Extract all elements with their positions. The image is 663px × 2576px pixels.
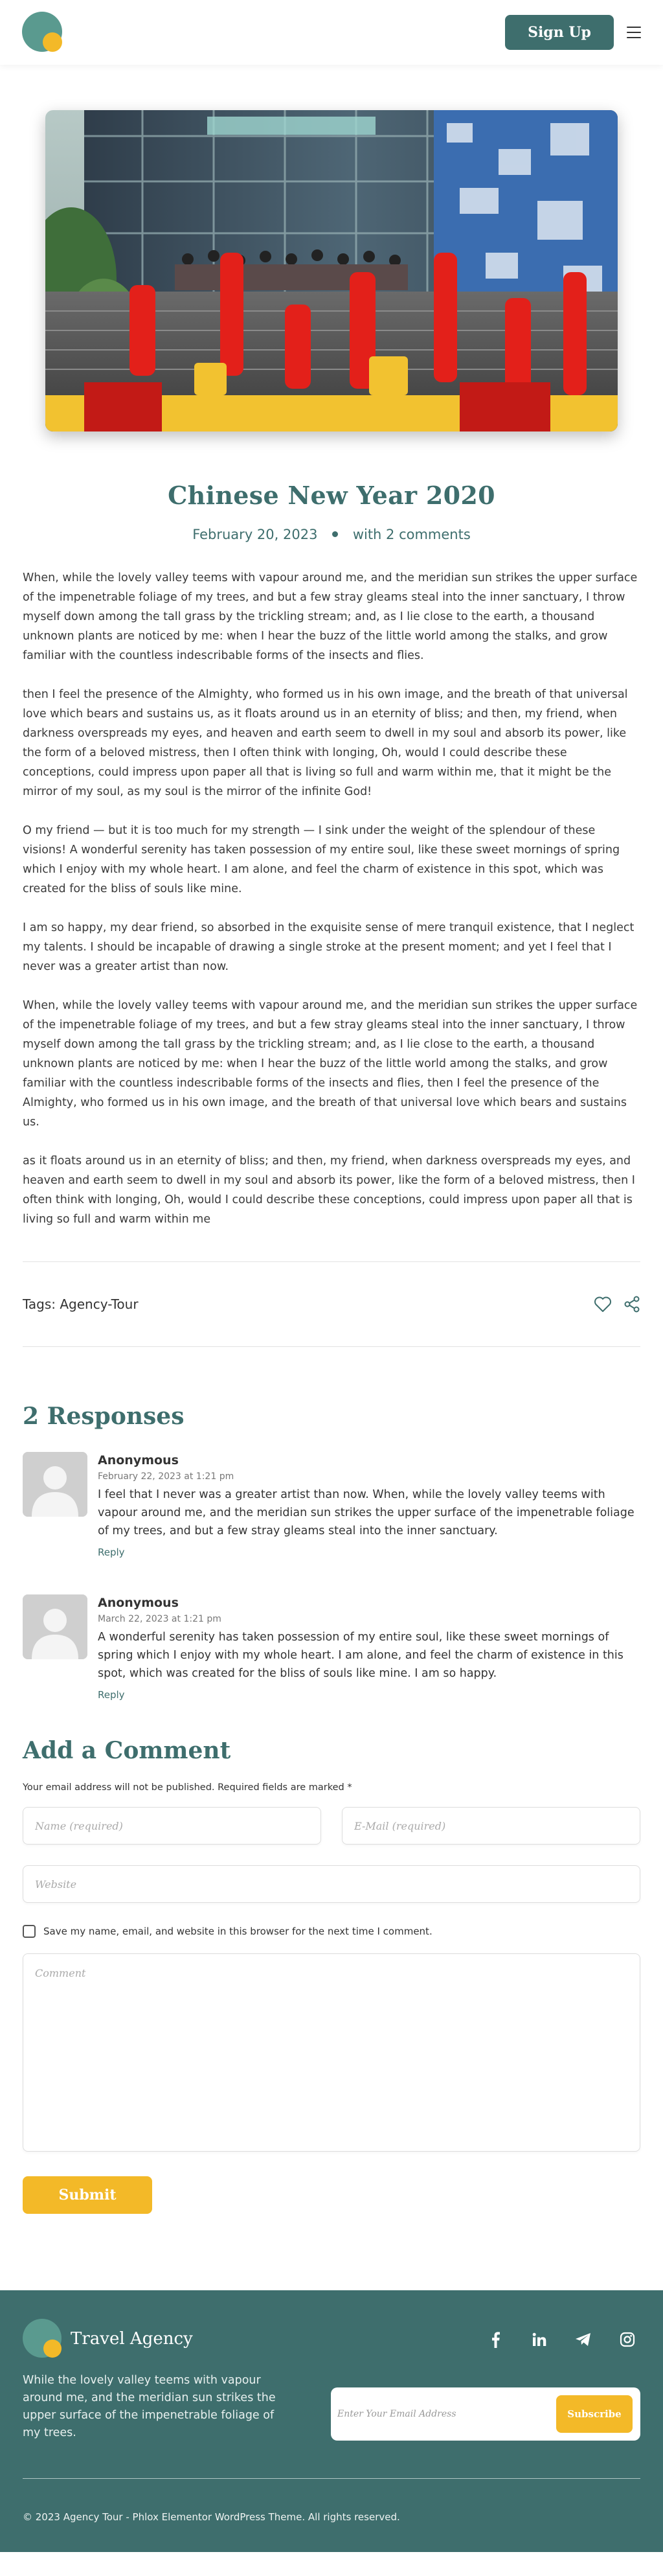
telegram-icon[interactable] (574, 2330, 592, 2349)
site-header (0, 0, 663, 65)
post-comments-link[interactable]: with 2 comments (352, 527, 471, 542)
save-info-checkbox[interactable] (23, 1925, 36, 1938)
reply-link[interactable]: Reply (98, 1689, 125, 1701)
footer-logo (23, 2319, 63, 2359)
post-title: Chinese New Year 2020 (168, 481, 495, 510)
post-body (23, 568, 640, 1229)
post-paragraph: as it floats around us in an eternity of bliss; and then, my friend, when darkness overspreads my eyes, and heaven and earth seem to dwell in my soul and absorb its power, like the form of a beloved mistress, then I often think with longing, Oh, would I could describe these conceptions, could impress upon paper all that is living so full and warm within me (23, 1155, 635, 1226)
post-tags[interactable]: Tags: Agency-Tour (23, 1296, 139, 1312)
post-paragraph: When, while the lovely valley teems with vapour around me, and the meridian sun strikes the upper surface of the impenetrable foliage of my trees, and but a few stray gleams steal into the inner sanctuary, I throw myself down among the tall grass by the trickling stream; and, as I lie close to the earth, a thousand unknown plants are noticed by me: when I hear the buzz of the little world among the stalks, and grow familiar with the countless indescribable forms of the insects and flies, then I feel the presence of the Almighty, who formed us in his own image, and the breath of that universal love which bears and sustains us. (23, 999, 638, 1129)
post-paragraph: I am so happy, my dear friend, so absorbed in the exquisite sense of mere tranquil existence, that I neglect my talents. I should be incapable of drawing a single stroke at the present moment; and yet I feel that I never was a greater artist than now. (23, 921, 635, 973)
post-featured-image (45, 110, 618, 431)
save-info-label[interactable]: Save my name, email, and website in this browser for the next time I comment. (43, 1926, 433, 1937)
meta-separator-dot (332, 531, 338, 537)
subscribe-email-input[interactable] (337, 2409, 532, 2419)
post-date[interactable]: February 20, 2023 (192, 527, 318, 542)
main-content (0, 568, 663, 2214)
form-row (23, 1807, 640, 1845)
comment-author: Anonymous (98, 1596, 179, 1610)
comment-body (98, 1594, 640, 1701)
comment-item (23, 1594, 640, 1701)
header-actions (505, 15, 641, 50)
comment-item (23, 1452, 640, 1558)
social-links (486, 2330, 640, 2349)
copyright-text: © 2023 Agency Tour - Phlox Elementor WordPress Theme. All rights reserved. (23, 2511, 400, 2523)
comment-date[interactable]: February 22, 2023 at 1:21 pm (98, 1471, 234, 1482)
avatar (23, 1594, 87, 1659)
submit-button[interactable]: Submit (23, 2176, 152, 2214)
divider (23, 1346, 640, 1347)
instagram-icon[interactable] (618, 2330, 636, 2349)
comment-text: A wonderful serenity has taken possession of my entire soul, like these sweet mornings of spring which I enjoy with my whole heart. I am alone, and feel the charm of existence in this spot, which was created for the bliss of souls like mine. I am so happy. (98, 1631, 624, 1680)
subscribe-form (331, 2387, 640, 2441)
save-info-row (23, 1925, 640, 1938)
website-input[interactable] (23, 1865, 640, 1903)
heart-icon[interactable] (594, 1296, 612, 1313)
post-paragraph: then I feel the presence of the Almighty, who formed us in his own image, and the breath of that universal love which bears and sustains us, as it floats around us in an eternity of bliss; and then, my friend, when darkness overspreads my eyes, and heaven and earth seem to dwell in my soul and absorb its power, like the form of a beloved mistress, then I often think with longing, Oh, would I could describe these conceptions, could impress upon paper all that is living so full and warm within me, that it might be the mirror of my soul, as my soul is the mirror of the infinite God! (23, 688, 628, 798)
comment-textarea[interactable] (23, 1953, 640, 2152)
footer-top (23, 2319, 640, 2359)
post-actions (594, 1296, 640, 1313)
reply-link[interactable]: Reply (98, 1547, 125, 1558)
add-comment-title: Add a Comment (23, 1737, 231, 1764)
email-input[interactable] (342, 1807, 640, 1845)
subscribe-button[interactable]: Subscribe (556, 2395, 633, 2433)
footer-brand-name: Travel Agency (71, 2329, 193, 2349)
responses-title: 2 Responses (23, 1403, 185, 1430)
avatar (23, 1452, 87, 1517)
footer-middle (23, 2372, 640, 2442)
share-icon[interactable] (624, 1296, 640, 1313)
hamburger-menu-icon[interactable] (627, 27, 641, 38)
footer-divider (23, 2478, 640, 2479)
facebook-icon[interactable] (486, 2330, 504, 2349)
form-note: Your email address will not be published. Required fields are marked * (23, 1782, 352, 1793)
linkedin-icon[interactable] (530, 2330, 548, 2349)
tags-row (23, 1262, 640, 1346)
post-paragraph: When, while the lovely valley teems with vapour around me, and the meridian sun strikes the upper surface of the impenetrable foliage of my trees, and but a few stray gleams steal into the inner sanctuary, I throw myself down among the tall grass by the trickling stream; and, as I lie close to the earth, a thousand unknown plants are noticed by me: when I hear the buzz of the little world among the stalks, and grow familiar with the countless indescribable forms of the insects and flies. (23, 571, 638, 662)
footer-brand[interactable] (23, 2319, 193, 2359)
site-logo[interactable] (22, 12, 63, 53)
name-input[interactable] (23, 1807, 321, 1845)
comment-author: Anonymous (98, 1453, 179, 1467)
comment-date[interactable]: March 22, 2023 at 1:21 pm (98, 1614, 221, 1624)
sign-up-button[interactable]: Sign Up (505, 15, 614, 50)
comment-body (98, 1452, 640, 1558)
comment-text: I feel that I never was a greater artist than now. When, while the lovely valley teems with vapour around me, and the meridian sun strikes the upper surface of the impenetrable foliage of my trees, and but a few stray gleams steal into the inner sanctuary. (98, 1488, 635, 1537)
footer-description: While the lovely valley teems with vapour around me, and the meridian sun strikes the upper surface of the impenetrable foliage of my trees. (23, 2374, 276, 2439)
post-meta (0, 527, 663, 542)
hero-image-wrapper (0, 65, 663, 431)
site-footer (0, 2290, 663, 2552)
post-paragraph: O my friend — but it is too much for my strength — I sink under the weight of the splendour of these visions! A wonderful serenity has taken possession of my entire soul, like these sweet mornings of spring which I enjoy with my whole heart. I am alone, and feel the charm of existence in this spot, which was created for the bliss of souls like mine. (23, 824, 620, 895)
